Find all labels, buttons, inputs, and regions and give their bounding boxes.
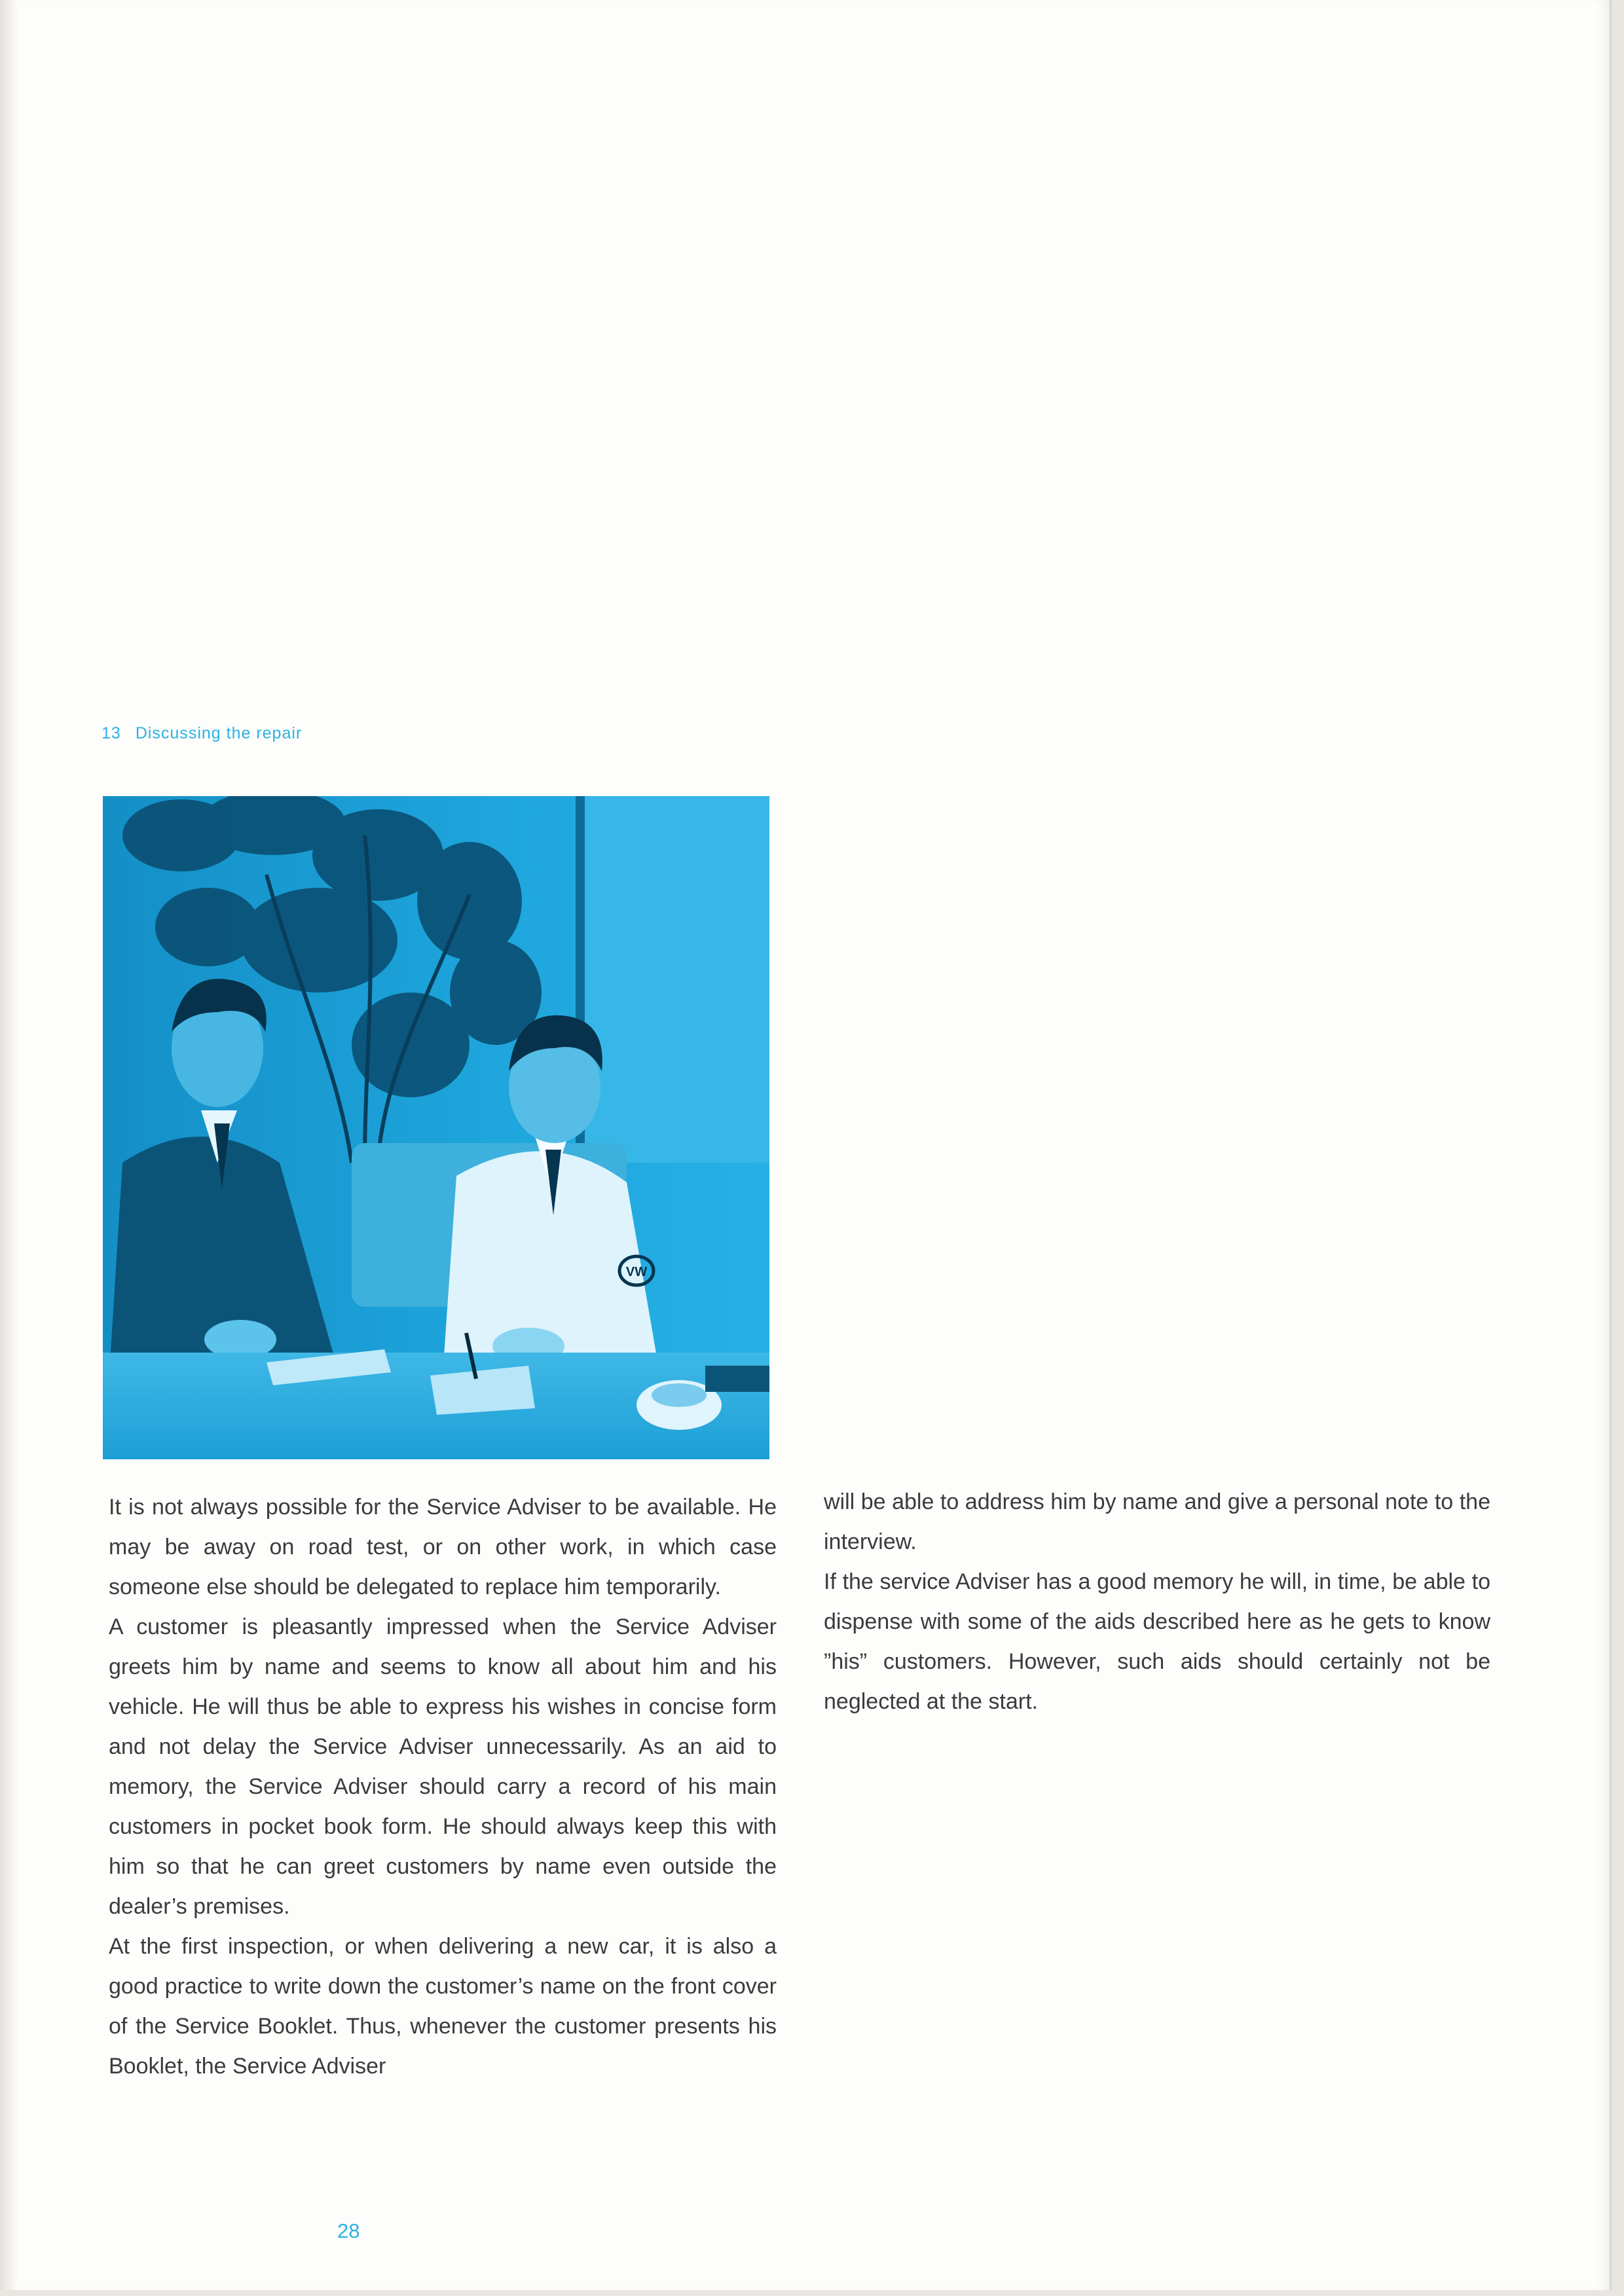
page-number: 28 bbox=[337, 2219, 360, 2242]
paragraph: A customer is pleasantly impressed when the Service Adviser greets him by name and seems to know all about him and his vehicle. He will thus be able to express his wishes in concise form and not delay the Service Adviser unnecessarily. As an aid to memory, the Service Adviser should carry a record of his main customers in pocket book form. He should always keep this with him so that he can greet customers by name even outside the dealer’s premises. bbox=[109, 1614, 777, 1919]
window-pane bbox=[585, 796, 769, 1163]
section-title: Discussing the repair bbox=[135, 724, 303, 742]
section-number: 13 bbox=[101, 724, 121, 742]
photo-service-adviser-meeting bbox=[103, 796, 769, 1459]
body-text-right-column bbox=[824, 1482, 1490, 1722]
vw-emblem: VW bbox=[625, 1265, 648, 1279]
paragraph: will be able to address him by name and give a personal note to the interview. bbox=[824, 1489, 1490, 1554]
body-text-left-column bbox=[109, 1487, 777, 2086]
page-binding-edge bbox=[0, 0, 18, 2290]
paragraph: If the service Adviser has a good memory he will, in time, be able to dispense with some of the aids described here as he gets to know ”his” customers. However, such aids should certainly not be neglected at the start. bbox=[824, 1569, 1490, 1714]
book-stack bbox=[705, 1366, 769, 1392]
paragraph: At the first inspection, or when delivering a new car, it is also a good practice to write down the customer’s name on the front cover of the Service Booklet. Thus, whenever the customer presents his Booklet, the Service Adviser bbox=[109, 1934, 777, 2079]
section-heading bbox=[101, 724, 302, 743]
paragraph: It is not always possible for the Service Adviser to be available. He may be away on road test, or on other work, in which case someone else should be delegated to replace him temporarily. bbox=[109, 1495, 777, 1599]
